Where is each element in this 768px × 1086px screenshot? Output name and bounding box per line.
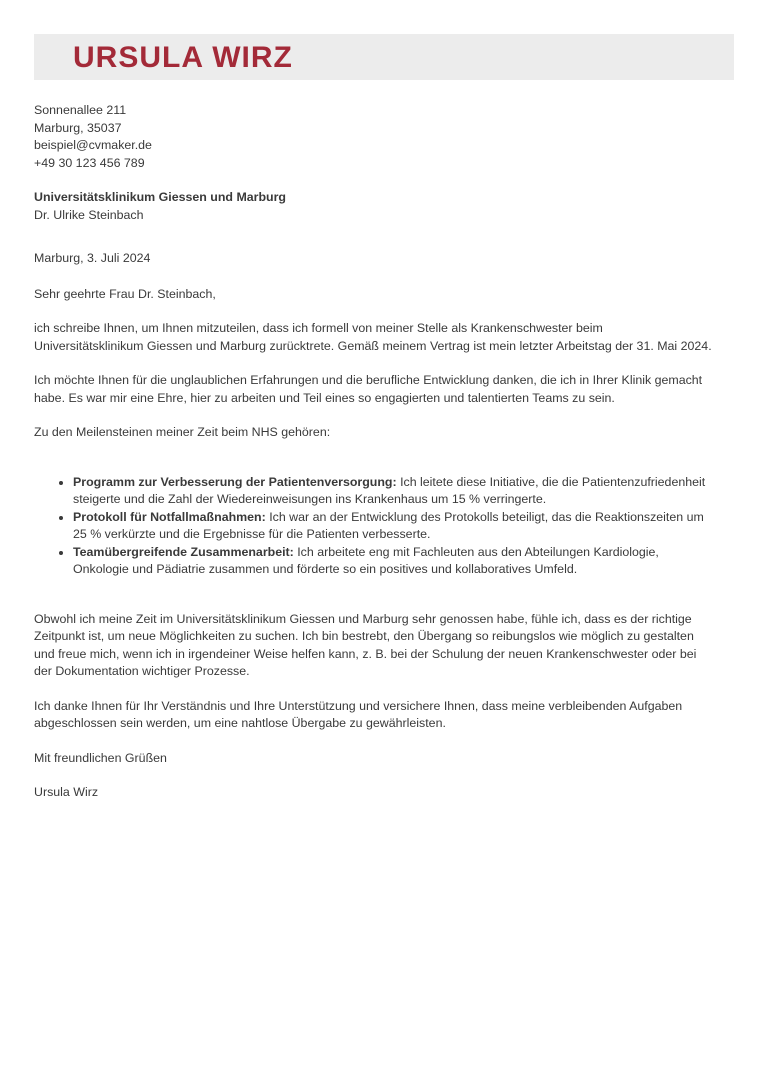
body-paragraph-4: Obwohl ich meine Zeit im Universitätsklinikum Giessen und Marburg sehr genossen habe, fühle ich, dass es der richtige Zeitpunkt ist, um neue Möglichkeiten zu suchen. Ich bin bestrebt, den Übergang so reibungslos wie möglich zu gestalten und freue mich, wenn ich in irgendeiner Weise helfen kann, z. B. bei der Schulung der neuen Krankenschwester oder bei der Dokumentation wichtiger Prozesse.	[34, 611, 697, 678]
signature: Ursula Wirz	[34, 785, 99, 799]
recipient-address	[34, 189, 714, 224]
list-item	[73, 544, 714, 579]
header-band	[34, 34, 734, 80]
milestone-text: Ich war an der Entwicklung des Protokolls beteiligt, das die Reaktionszeiten um 25 % verkürzte und die Ergebnisse für die Patienten verbesserte.	[73, 509, 704, 541]
milestone-title: Programm zur Verbesserung der Patientenversorgung:	[73, 474, 397, 489]
sender-phone: +49 30 123 456 789	[34, 155, 145, 170]
list-item	[73, 474, 714, 509]
milestone-title: Protokoll für Notfallmaßnahmen:	[73, 509, 266, 524]
letter-content	[34, 102, 714, 802]
body-paragraph-5: Ich danke Ihnen für Ihr Verständnis und Ihre Unterstützung und versichere Ihnen, dass meine verbleibenden Aufgaben abgeschlossen sein werden, um eine nahtlose Übergabe zu gewährleisten.	[34, 698, 683, 730]
milestone-title: Teamübergreifende Zusammenarbeit:	[73, 544, 294, 559]
sender-street: Sonnenallee 211	[34, 103, 127, 117]
body-paragraph-3: Zu den Meilensteinen meiner Zeit beim NHS gehören:	[34, 425, 331, 439]
recipient-organization: Universitätsklinikum Giessen und Marburg	[34, 190, 287, 204]
recipient-person: Dr. Ulrike Steinbach	[34, 207, 144, 222]
sender-address	[34, 102, 714, 172]
body-paragraph-1: ich schreibe Ihnen, um Ihnen mitzuteilen, dass ich formell von meiner Stelle als Krankenschwester beim Universitätsklinikum Giessen und Marburg zurücktrete. Gemäß meinem Vertrag ist mein letzter Arbeitstag der 31. Mai 2024.	[34, 321, 712, 353]
closing: Mit freundlichen Grüßen	[34, 750, 167, 765]
sender-name: URSULA WIRZ	[73, 41, 293, 74]
letter-date: Marburg, 3. Juli 2024	[34, 251, 151, 265]
milestone-text: Ich leitete diese Initiative, die die Patientenzufriedenheit steigerte und die Zahl der Wiedereinweisungen ins Krankenhaus um 15 % verringerte.	[73, 474, 706, 506]
sender-city: Marburg, 35037	[34, 120, 122, 135]
sender-email: beispiel@cvmaker.de	[34, 138, 152, 152]
body-paragraph-2: Ich möchte Ihnen für die unglaublichen Erfahrungen und die berufliche Entwicklung danken, die ich in Ihrer Klinik gemacht habe. Es war mir eine Ehre, hier zu arbeiten und Teil eines so engagierten und talentierten Teams zu sein.	[34, 373, 703, 405]
milestone-text: Ich arbeitete eng mit Fachleuten aus den Abteilungen Kardiologie, Onkologie und Pädiatrie zusammen und förderte so ein positives und kollaboratives Umfeld.	[73, 544, 659, 576]
list-item	[73, 509, 714, 544]
milestone-list	[34, 474, 714, 579]
salutation: Sehr geehrte Frau Dr. Steinbach,	[34, 286, 216, 301]
